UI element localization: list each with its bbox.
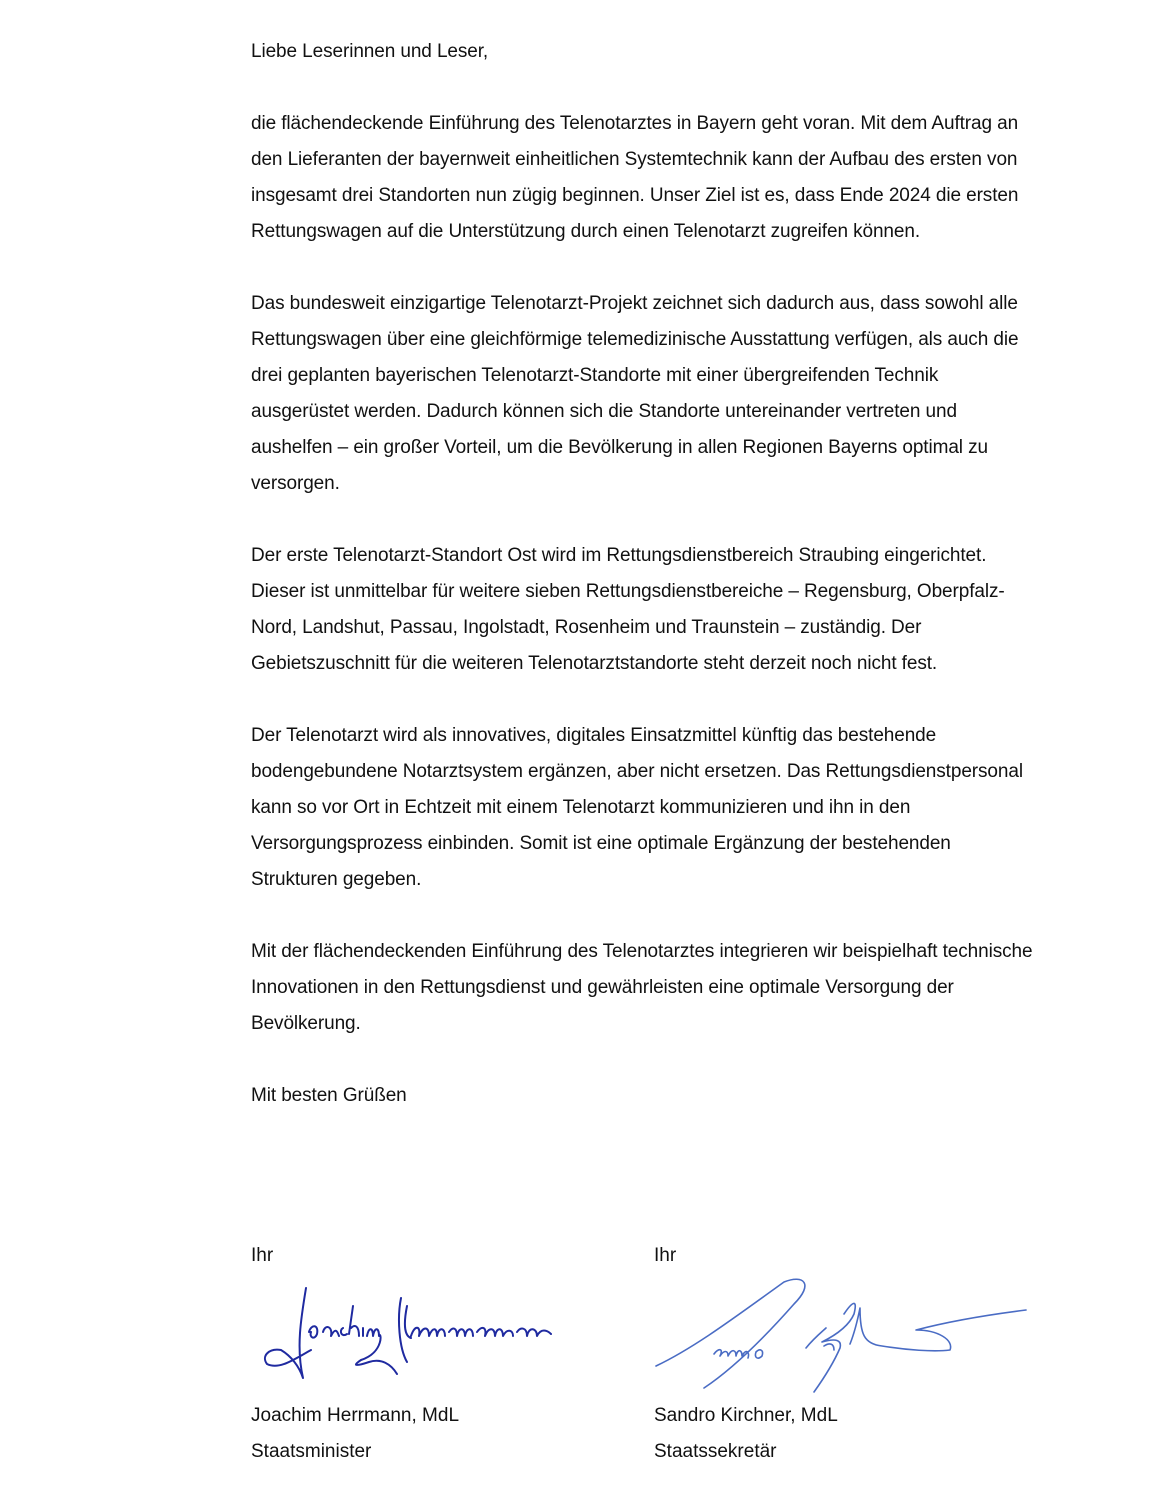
signatory-title: Staatsminister xyxy=(251,1441,372,1462)
signatory-prefix: Ihr xyxy=(654,1245,677,1266)
signatory-prefix: Ihr xyxy=(251,1245,274,1266)
signatory-herrmann xyxy=(251,1238,631,1470)
paragraph-5: Mit der flächendeckenden Einführung des Telenotarztes integrieren wir beispielhaft technische Innovationen in den Rettungsdienst und gewährleisten eine optimale Versorgung der Bevölkerung. xyxy=(251,941,1033,1034)
signature-stroke xyxy=(656,1279,1026,1392)
signature-kirchner xyxy=(654,1278,1034,1396)
signatory-name: Sandro Kirchner, MdL xyxy=(654,1405,838,1426)
paragraph-1: die flächendeckende Einführung des Telenotarztes in Bayern geht voran. Mit dem Auftrag an den Lieferanten der bayernweit einheitlichen Systemtechnik kann der Aufbau des ersten von insgesamt drei Standorten nun zügig beginnen. Unser Ziel ist es, dass Ende 2024 die ersten Rettungswagen auf die Unterstützung durch einen Telenotarzt zugreifen können. xyxy=(251,113,1019,242)
signatory-title: Staatssekretär xyxy=(654,1441,777,1462)
salutation: Liebe Leserinnen und Leser, xyxy=(251,41,489,62)
closing: Mit besten Grüßen xyxy=(251,1085,407,1106)
signature-stroke xyxy=(265,1288,551,1378)
signature-block xyxy=(251,1238,1051,1468)
signatory-kirchner xyxy=(654,1238,1034,1470)
paragraph-2: Das bundesweit einzigartige Telenotarzt-Projekt zeichnet sich dadurch aus, dass sowohl alle Rettungswagen über eine gleichförmige telemedizinische Ausstattung verfügen, als auch die drei geplanten bayerischen Telenotarzt-Standorte mit einer übergreifenden Technik ausgerüstet werden. Dadurch können sich die Standorte untereinander vertreten und aushelfen – ein großer Vorteil, um die Bevölkerung in allen Regionen Bayerns optimal zu versorgen. xyxy=(251,293,1019,494)
signature-herrmann xyxy=(251,1278,601,1396)
signatory-name: Joachim Herrmann, MdL xyxy=(251,1405,460,1426)
paragraph-4: Der Telenotarzt wird als innovatives, digitales Einsatzmittel künftig das bestehende bodengebundene Notarztsystem ergänzen, aber nicht ersetzen. Das Rettungsdienstpersonal kann so vor Ort in Echtzeit mit einem Telenotarzt kommunizieren und ihn in den Versorgungsprozess einbinden. Somit ist eine optimale Ergänzung der bestehenden Strukturen gegeben. xyxy=(251,725,1023,890)
letter-body xyxy=(251,34,1041,1114)
paragraph-3: Der erste Telenotarzt-Standort Ost wird im Rettungsdienstbereich Straubing eingerichtet. Dieser ist unmittelbar für weitere sieben Rettungsdienstbereiche – Regensburg, Oberpfalz-Nord, Landshut, Passau, Ingolstadt, Rosenheim und Traunstein – zuständig. Der Gebietszuschnitt für die weiteren Telenotarztstandorte steht derzeit noch nicht fest. xyxy=(251,545,1005,674)
